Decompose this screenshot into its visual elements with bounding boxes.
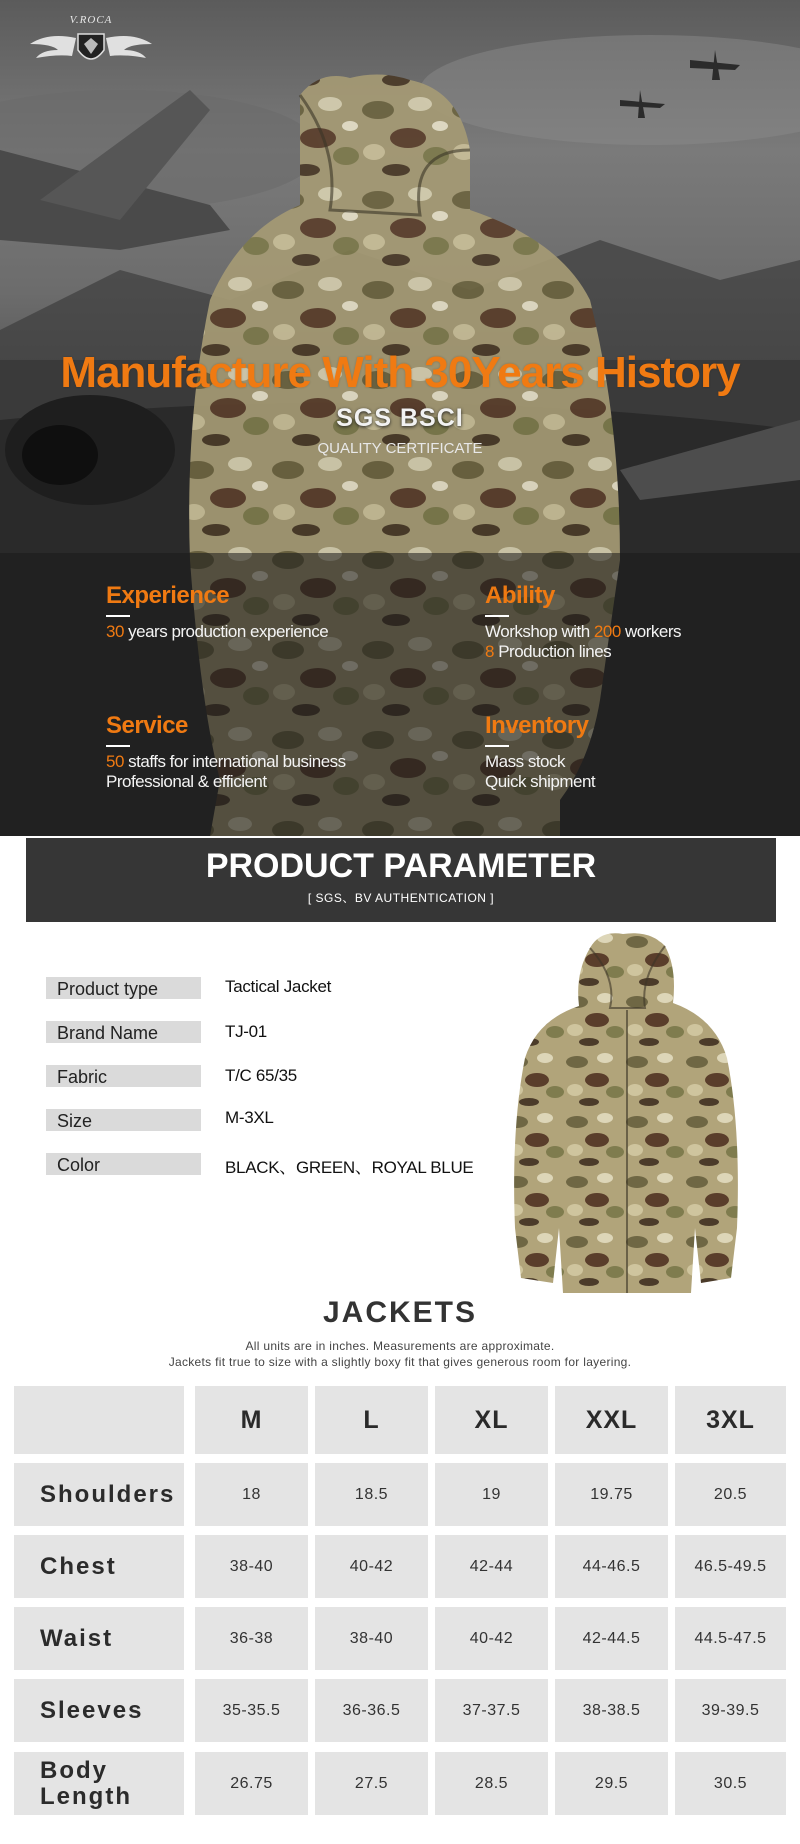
- size-chart-note: Jackets fit true to size with a slightly boxy fit that gives generous room for layering.: [168, 1355, 632, 1369]
- table-cell: 20.5: [675, 1463, 786, 1526]
- feature-line: Professional & efficient: [106, 772, 267, 791]
- feature-line: Mass stock: [485, 752, 566, 771]
- feature-experience: [106, 582, 406, 642]
- feature-title: Inventory: [485, 712, 589, 739]
- measurement-label: Waist: [14, 1607, 184, 1670]
- hero-headline: Manufacture With 30Years History: [60, 348, 740, 397]
- table-cell: 39-39.5: [675, 1679, 786, 1742]
- table-cell: 36-38: [195, 1607, 308, 1670]
- feature-title: Service: [106, 712, 188, 739]
- feature-line: 30 years production experience: [106, 622, 329, 641]
- table-cell: 44.5-47.5: [675, 1607, 786, 1670]
- size-header: XL: [435, 1386, 548, 1454]
- size-header: M: [195, 1386, 308, 1454]
- size-chart-title: JACKETS: [322, 1296, 478, 1329]
- size-header: XXL: [555, 1386, 668, 1454]
- feature-line: Workshop with 200 workers: [485, 622, 682, 641]
- product-jacket-image: [505, 928, 745, 1298]
- table-cell: 26.75: [195, 1752, 308, 1815]
- feature-line: Quick shipment: [485, 772, 596, 791]
- divider: [485, 745, 509, 747]
- param-label: Brand Name: [46, 1021, 201, 1043]
- certificate-title: SGS BSCI: [336, 404, 464, 432]
- label-cell-fill: [134, 1752, 184, 1815]
- table-cell: 19.75: [555, 1463, 668, 1526]
- table-cell: 29.5: [555, 1752, 668, 1815]
- size-header: L: [315, 1386, 428, 1454]
- divider: [106, 615, 130, 617]
- size-chart-note: All units are in inches. Measurements are approximate.: [245, 1339, 555, 1353]
- certificate-subtitle: QUALITY CERTIFICATE: [317, 440, 483, 457]
- feature-title: Experience: [106, 582, 230, 609]
- feature-line: 8 Production lines: [485, 642, 612, 661]
- table-cell: 40-42: [435, 1607, 548, 1670]
- size-header: 3XL: [675, 1386, 786, 1454]
- param-label: Color: [46, 1153, 201, 1175]
- param-value: BLACK、GREEN、ROYAL BLUE: [225, 1158, 474, 1177]
- table-cell: 44-46.5: [555, 1535, 668, 1598]
- param-value: Tactical Jacket: [225, 977, 332, 996]
- measurement-label: Body Length: [14, 1752, 134, 1815]
- feature-title: Ability: [485, 582, 555, 609]
- measurement-label: Sleeves: [14, 1679, 184, 1742]
- table-cell: 42-44.5: [555, 1607, 668, 1670]
- table-corner-cell: [14, 1386, 184, 1454]
- table-cell: 18.5: [315, 1463, 428, 1526]
- table-cell: 35-35.5: [195, 1679, 308, 1742]
- table-cell: 36-36.5: [315, 1679, 428, 1742]
- section-subtitle: [ SGS、BV AUTHENTICATION ]: [307, 891, 495, 905]
- product-parameter-banner: [26, 838, 776, 922]
- divider: [106, 745, 130, 747]
- param-value: TJ-01: [225, 1022, 267, 1041]
- feature-inventory: [485, 712, 785, 792]
- measurement-label: Chest: [14, 1535, 184, 1598]
- table-cell: 27.5: [315, 1752, 428, 1815]
- param-value: T/C 65/35: [225, 1066, 297, 1085]
- section-title: PRODUCT PARAMETER: [205, 847, 597, 885]
- table-cell: 37-37.5: [435, 1679, 548, 1742]
- table-cell: 46.5-49.5: [675, 1535, 786, 1598]
- param-label: Product type: [46, 977, 201, 999]
- divider: [485, 615, 509, 617]
- table-cell: 28.5: [435, 1752, 548, 1815]
- logo-text: V.ROCA: [69, 14, 113, 26]
- table-cell: 42-44: [435, 1535, 548, 1598]
- param-label: Size: [46, 1109, 201, 1131]
- feature-service: [106, 712, 406, 792]
- hero-banner: [0, 0, 800, 836]
- measurement-label: Shoulders: [14, 1463, 184, 1526]
- feature-line: 50 staffs for international business: [106, 752, 346, 771]
- table-cell: 38-38.5: [555, 1679, 668, 1742]
- param-label: Fabric: [46, 1065, 201, 1087]
- table-cell: 40-42: [315, 1535, 428, 1598]
- brand-logo: [28, 14, 154, 70]
- table-cell: 38-40: [195, 1535, 308, 1598]
- table-cell: 19: [435, 1463, 548, 1526]
- feature-ability: [485, 582, 785, 662]
- param-value: M-3XL: [225, 1108, 274, 1127]
- table-cell: 18: [195, 1463, 308, 1526]
- table-cell: 30.5: [675, 1752, 786, 1815]
- table-cell: 38-40: [315, 1607, 428, 1670]
